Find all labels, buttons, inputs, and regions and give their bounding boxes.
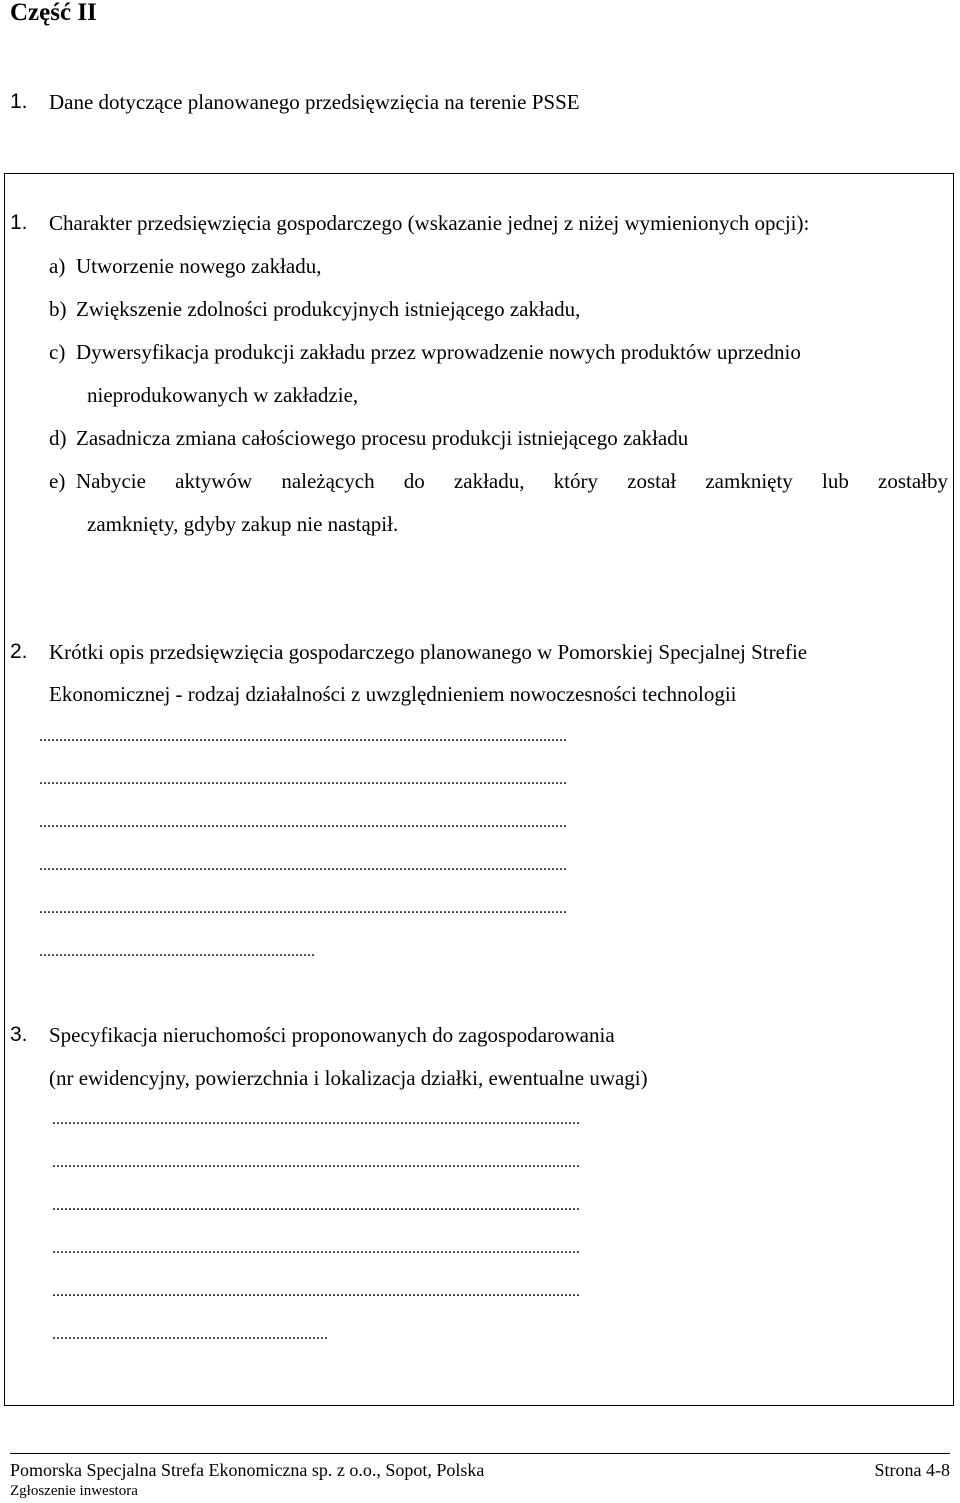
- section2-answer-line[interactable]: ....................................................................................................................................: [39, 814, 567, 831]
- footer-company: Pomorska Specjalna Strefa Ekonomiczna sp. z o.o., Sopot, Polska: [10, 1460, 485, 1480]
- heading-number: 1.: [10, 90, 28, 113]
- option-d-text: Zasadnicza zmiana całościowego procesu produkcji istniejącego zakładu: [76, 426, 689, 450]
- section3-line2: (nr ewidencyjny, powierzchnia i lokalizacja działki, ewentualne uwagi): [49, 1066, 648, 1090]
- section2-answer-line[interactable]: ....................................................................................................................................: [39, 857, 567, 874]
- option-b-letter: b): [49, 297, 67, 321]
- section3-answer-line[interactable]: ....................................................................................................................................: [52, 1197, 580, 1214]
- option-c-letter: c): [49, 340, 66, 364]
- footer-document-name: Zgłoszenie inwestora: [10, 1483, 138, 1499]
- section3-answer-line[interactable]: ....................................................................................................................................: [52, 1111, 580, 1128]
- section2-line1: Krótki opis przedsięwzięcia gospodarczego planowanego w Pomorskiej Specjalnej Strefie: [49, 640, 808, 664]
- section3-answer-line-short[interactable]: .....................................................................: [52, 1326, 328, 1343]
- section1-number: 1.: [10, 211, 28, 234]
- page-title: Część II: [10, 0, 97, 26]
- option-e-letter: e): [49, 469, 66, 493]
- footer-divider: [10, 1453, 950, 1454]
- section3-number: 3.: [10, 1023, 28, 1046]
- section3-answer-line[interactable]: ....................................................................................................................................: [52, 1240, 580, 1257]
- option-a-text: Utworzenie nowego zakładu,: [76, 254, 322, 278]
- section2-answer-line[interactable]: ....................................................................................................................................: [39, 728, 567, 745]
- section3-answer-line[interactable]: ....................................................................................................................................: [52, 1283, 580, 1300]
- option-b-text: Zwiększenie zdolności produkcyjnych istniejącego zakładu,: [76, 297, 581, 321]
- option-c-text: Dywersyfikacja produkcji zakładu przez wprowadzenie nowych produktów uprzednio: [76, 340, 801, 364]
- section2-answer-line[interactable]: ....................................................................................................................................: [39, 900, 567, 917]
- option-e-continuation: zamknięty, gdyby zakup nie nastąpił.: [87, 512, 399, 536]
- option-a-letter: a): [49, 254, 66, 278]
- footer-page-number: Strona 4-8: [874, 1460, 950, 1480]
- section2-answer-line[interactable]: ....................................................................................................................................: [39, 771, 567, 788]
- option-e-text: Nabycie aktywów należących do zakładu, który został zamknięty lub zostałby: [76, 469, 948, 493]
- section1-title: Charakter przedsięwzięcia gospodarczego (wskazanie jednej z niżej wymienionych opcji):: [49, 211, 810, 235]
- section2-line2: Ekonomicznej - rodzaj działalności z uwzględnieniem nowoczesności technologii: [49, 682, 737, 706]
- section3-answer-line[interactable]: ....................................................................................................................................: [52, 1154, 580, 1171]
- option-d-letter: d): [49, 426, 67, 450]
- section3-line1: Specyfikacja nieruchomości proponowanych do zagospodarowania: [49, 1023, 615, 1047]
- section2-number: 2.: [10, 640, 28, 663]
- option-c-continuation: nieprodukowanych w zakładzie,: [87, 383, 359, 407]
- section2-answer-line-short[interactable]: .....................................................................: [39, 943, 315, 960]
- heading-text: Dane dotyczące planowanego przedsięwzięcia na terenie PSSE: [49, 90, 580, 114]
